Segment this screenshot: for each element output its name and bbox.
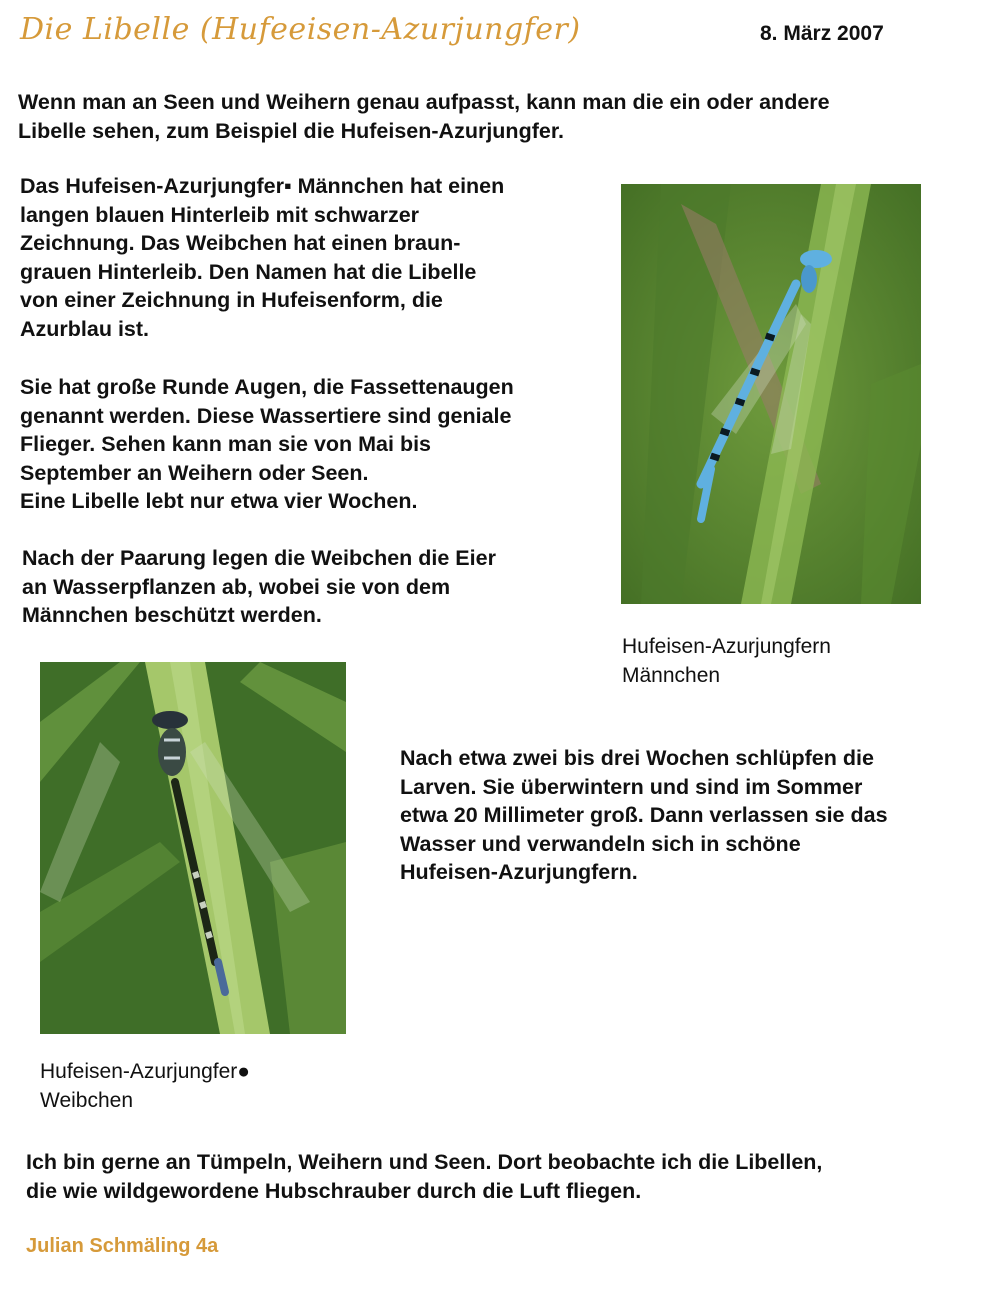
text-line: Sie hat große Runde Augen, die Fassettenaugen xyxy=(20,375,514,399)
text-line: Flieger. Sehen kann man sie von Mai bis xyxy=(20,432,432,456)
caption-line: Hufeisen-Azurjungfer● xyxy=(40,1060,250,1083)
text-line: September an Weihern oder Seen. xyxy=(20,460,369,485)
text-line: an Wasserpflanzen ab, wobei sie von dem xyxy=(22,574,451,599)
page-title: Die Libelle (Hufeeisen-Azurjungfer) xyxy=(20,12,581,47)
text-line: Hufeisen-Azurjungfern. xyxy=(400,860,638,884)
author: Julian Schmäling 4a xyxy=(26,1235,219,1257)
closing-paragraph xyxy=(26,1148,822,1205)
caption-line: Weibchen xyxy=(40,1089,134,1112)
text-line: Eine Libelle lebt nur etwa vier Wochen. xyxy=(20,489,418,513)
text-line: etwa 20 Millimeter groß. Dann verlassen sie das xyxy=(400,803,888,827)
date: 8. März 2007 xyxy=(760,22,884,45)
text-line: Männchen beschützt werden. xyxy=(22,603,322,627)
text-line: Zeichnung. Das Weibchen hat einen braun- xyxy=(20,231,461,255)
female-dragonfly-photo xyxy=(40,662,346,1034)
eyes-paragraph xyxy=(20,373,514,516)
text-line: Larven. Sie überwintern und sind im Sommer xyxy=(400,774,863,799)
text-line: Ich bin gerne an Tümpeln, Weihern und Seen. Dort beobachte ich die Libellen, xyxy=(26,1150,823,1174)
male-caption xyxy=(622,632,831,690)
text-line: Nach etwa zwei bis drei Wochen schlüpfen die xyxy=(400,746,874,770)
intro-line: Wenn man an Seen und Weihern genau aufpasst, kann man die ein oder andere xyxy=(18,90,830,114)
caption-line: Männchen xyxy=(622,664,721,687)
male-dragonfly-photo xyxy=(621,184,921,604)
text-line: die wie wildgewordene Hubschrauber durch die Luft fliegen. xyxy=(26,1178,642,1203)
text-line: langen blauen Hinterleib mit schwarzer xyxy=(20,202,420,227)
intro-line: Libelle sehen, zum Beispiel die Hufeisen-Azurjungfer. xyxy=(18,118,564,143)
text-line: genannt werden. Diese Wassertiere sind geniale xyxy=(20,403,512,428)
text-line: Das Hufeisen-Azurjungfer▪ Männchen hat einen xyxy=(20,174,505,198)
caption-line: Hufeisen-Azurjungfern xyxy=(622,635,831,658)
female-caption xyxy=(40,1057,250,1115)
text-line: grauen Hinterleib. Den Namen hat die Libelle xyxy=(20,259,477,284)
larvae-paragraph xyxy=(400,744,888,887)
intro-paragraph xyxy=(18,88,830,145)
description-paragraph xyxy=(20,172,504,343)
text-line: Nach der Paarung legen die Weibchen die Eier xyxy=(22,546,496,570)
text-line: Azurblau ist. xyxy=(20,316,150,341)
mating-paragraph xyxy=(22,544,496,630)
text-line: von einer Zeichnung in Hufeisenform, die xyxy=(20,288,443,312)
text-line: Wasser und verwandeln sich in schöne xyxy=(400,831,801,856)
